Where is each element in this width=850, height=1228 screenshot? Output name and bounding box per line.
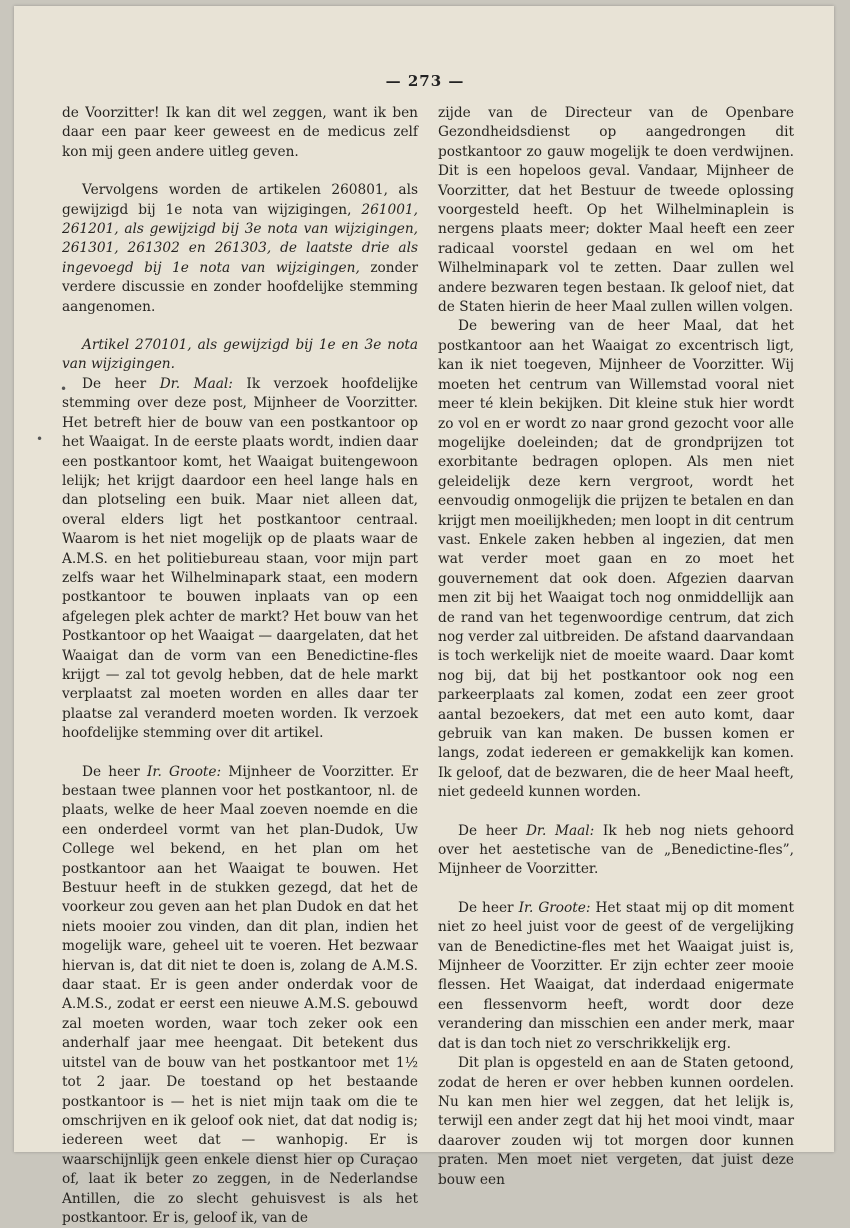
right-column	[438, 104, 794, 1190]
speaker-name: Dr. Maal:	[159, 375, 233, 392]
left-column	[62, 104, 418, 1228]
section-heading: Artikel 270101, als gewijzigd bij 1e en 3e nota van wijzigingen.	[62, 337, 418, 373]
paragraph: De heer Dr. Maal: Ik heb nog niets gehoord over het aestetische van de „Benedictine-fles”, Mijnheer de Voorzitter.	[438, 822, 794, 878]
paragraph: Dit plan is opgesteld en aan de Staten getoond, zodat de heren er over hebben kunnen oordelen. Nu kan men hier wel zeggen, dat het lelijk is, terwijl een ander zegt dat hij het mooi vindt, maar daarover zouden wij tot morgen door kunnen praten. Men moet niet vergeten, dat juist deze bouw een	[438, 1055, 794, 1188]
paragraph: De heer Dr. Maal: Ik verzoek hoofdelijke stemming over deze post, Mijnheer de Voorzitter. Het betreft hier de bouw van een postkantoor op het Waaigat. In de eerste plaats wordt, indien daar een postkantoor komt, het Waaigat buitengewoon lelijk; het krijgt daardoor een heel lange hals en dan plotseling een buik. Maar niet alleen dat, overal elders ligt het postkantoor centraal. Waarom is het niet mogelijk op de plaats waar de A.M.S. en het politiebureau staan, voor mijn part zelfs waar het Wilhelminapark staat, een modern postkantoor te bouwen inplaats van op een afgelegen plek achter de markt? Het bouw van het Postkantoor op het Waaigat — daargelaten, dat het Waaigat dan de vorm van een Benedictine-fles krijgt — zal tot gevolg hebben, dat de hele markt verplaatst zal moeten worden en alles daar ter plaatse zal veranderd moeten worden. Ik verzoek hoofdelijke stemming over dit artikel.	[62, 375, 419, 742]
paragraph: De bewering van de heer Maal, dat het postkantoor aan het Waaigat zo excentrisch ligt, kan ik niet toegeven, Mijnheer de Voorzitter. Wij moeten het centrum van Willemstad vooral niet meer té klein bekijken. Dit kleine stuk hier wordt zo vol en er wordt zo naar grond gezocht voor alle mogelijke doeleinden; dat de grondprijzen tot exorbitante bedragen oplopen. Als men niet geleidelijk deze kern vergroot, wordt het eenvoudig onmogelijk die prijzen te betalen en dan krijgt men moeilijkheden; men loopt in dit centrum vast. Enkele zaken hebben al ingezien, dat men wat verder moet gaan en zo moet het gouvernement dat ook doen. Afgezien daarvan men zit bij het Waaigat toch nog onmiddellijk aan de rand van het tegenwoordige centrum, dat zich nog verder zal uitbreiden. De afstand daarvandaan is toch werkelijk niet de moeite waard. Daar komt nog bij, dat bij het postkantoor ook nog een parkeerplaats zal komen, zodat een zeer groot aantal bezoekers, dat met een auto komt, daar gebruik van kan maken. De bussen komen er langs, zodat iedereen er gemakkelijk kan komen. Ik geloof, dat de bezwaren, die de heer Maal heeft, niet gedeeld kunnen worden.	[438, 318, 794, 801]
margin-mark: •	[60, 382, 68, 396]
paragraph: De heer Ir. Groote: Mijnheer de Voorzitter. Er bestaan twee plannen voor het postkantoor, nl. de plaats, welke de heer Maal zoeven noemde en die een onderdeel vormt van het plan-Dudok, Uw College wel bekend, en het plan om het postkantoor aan het Waaigat te bouwen. Het Bestuur heeft in de stukken gezegd, dat het de voorkeur zou geven aan het plan Dudok en dat het niets mooier zou vinden, dan dit plan, indien het mogelijk ware, geheel uit te voeren. Het bezwaar hiervan is, dat dit niet te doen is, zolang de A.M.S. daar staat. Er is geen ander onderdak voor de A.M.S., zodat er eerst een nieuwe A.M.S. gebouwd zal moeten worden, waar toch zeker ook een anderhalf jaar mee heengaat. Dit betekent dus uitstel van de bouw van het postkantoor met 1½ tot 2 jaar. De toestand op het bestaande postkantoor is — het is niet mijn taak om die te omschrijven en ik geloof ook niet, dat dat nodig is; iedereen weet dat — wanhopig. Er is waarschijnlijk geen enkele dienst hier op Curaçao of, laat ik beter zo zeggen, in de Nederlandse Antillen, die zo slecht gehuisvest is als het postkantoor. Er is, geloof ik, van de	[62, 763, 419, 1226]
speaker-name: Ir. Groote:	[518, 899, 591, 916]
paragraph: Vervolgens worden de artikelen 260801, als gewijzigd bij 1e nota van wijzigingen, 261001, 261201, als gewijzigd bij 3e nota van wijzigingen, 261301, 261302 en 261303, de laatste drie als ingevoegd bij 1e nota van wijzigingen, zonder verdere discussie en zonder hoofdelijke stemming aangenomen.	[62, 182, 418, 315]
paragraph: De heer Ir. Groote: Het staat mij op dit moment niet zo heel juist voor de geest of de vergelijking van de Benedictine-fles met het Waaigat juist is, Mijnheer de Voorzitter. Er zijn echter zeer mooie flessen. Het Waaigat, dat inderdaad enigermate een flessenvorm heeft, wordt door deze verandering dan misschien een ander merk, maar dat is dan toch niet zo verschrikkelijk erg.	[438, 899, 794, 1052]
speaker-name: Dr. Maal:	[525, 822, 595, 839]
margin-mark: •	[36, 432, 44, 446]
paragraph: de Voorzitter! Ik kan dit wel zeggen, want ik ben daar een paar keer geweest en de medicus zelf kon mij geen andere uitleg geven.	[62, 105, 418, 160]
page-number: — 273 —	[385, 72, 465, 90]
speaker-name: Ir. Groote:	[147, 763, 222, 780]
paragraph: zijde van de Directeur van de Openbare Gezondheidsdienst op aangedrongen dit postkantoor zo gauw mogelijk te doen verdwijnen. Dit is een hopeloos geval. Vandaar, Mijnheer de Voorzitter, dat het Bestuur de tweede oplossing voorgesteld heeft. Op het Wilhelminaplein is nergens plaats meer; dokter Maal heeft een zeer radicaal voorstel gedaan en wel om het Wilhelminapark vol te zetten. Daar zullen wel andere bezwaren tegen bestaan. Ik geloof niet, dat de Staten hierin de heer Maal zullen willen volgen.	[438, 105, 794, 316]
